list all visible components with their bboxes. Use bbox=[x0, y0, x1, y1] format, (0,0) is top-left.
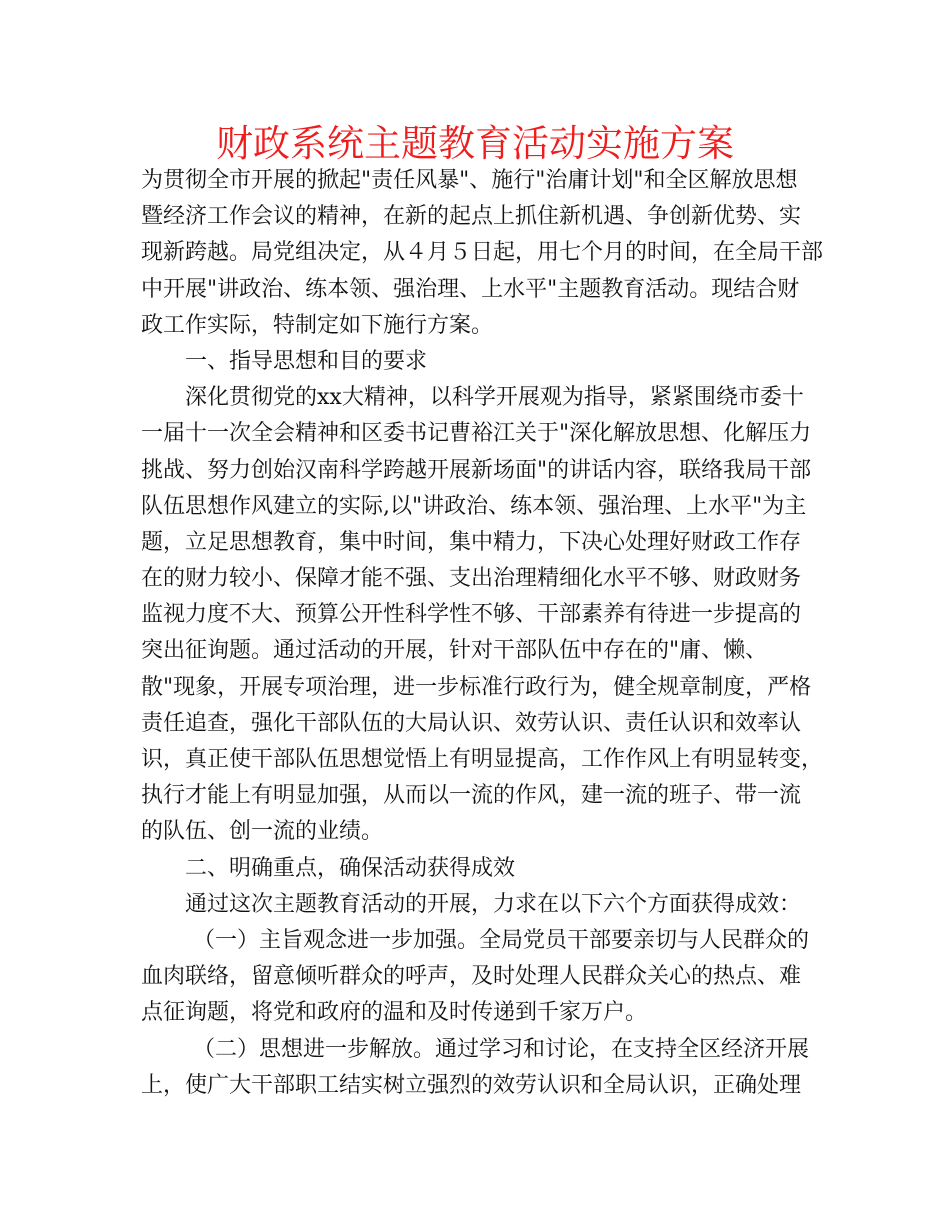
paragraph-line: 责任追查，强化干部队伍的大局认识、效劳认识、责任认识和效率认 bbox=[141, 710, 802, 736]
paragraph-line: 中开展"讲政治、练本领、强治理、上水平"主题教育活动。现结合财 bbox=[141, 276, 800, 302]
document-body bbox=[141, 163, 831, 1104]
paragraph-line: （二）思想进一步解放。通过学习和讨论，在支持全区经济开展 bbox=[193, 1036, 810, 1062]
paragraph-line: 点征询题，将党和政府的温和及时传递到千家万户。 bbox=[141, 1000, 648, 1026]
document-title: 财政系统主题教育活动实施方案 bbox=[216, 122, 734, 165]
paragraph-line: 一届十一次全会精神和区委书记曹裕江关于"深化解放思想、化解压力 bbox=[141, 421, 812, 447]
paragraph-line: 突出征询题。通过活动的开展，针对干部队伍中存在的"庸、懒、 bbox=[141, 638, 768, 664]
paragraph-line: 挑战、努力创始汉南科学跨越开展新场面"的讲话内容，联络我局干部 bbox=[141, 457, 812, 483]
paragraph-line: 散"现象，开展专项治理，进一步标准行政行为，健全规章制度，严格 bbox=[141, 674, 812, 700]
paragraph-line: 的队伍、创一流的业绩。 bbox=[141, 819, 384, 845]
paragraph-line: 现新跨越。局党组决定，从４月５日起，用七个月的时间，在全局干部 bbox=[141, 240, 824, 266]
paragraph-line: 队伍思想作风建立的实际,以"讲政治、练本领、强治理、上水平"为主 bbox=[141, 493, 807, 519]
paragraph-line: 血肉联络，留意倾听群众的呼声，及时处理人民群众关心的热点、难 bbox=[141, 964, 802, 990]
paragraph-line: 在的财力较小、保障才能不强、支出治理精细化水平不够、财政财务 bbox=[141, 566, 802, 592]
paragraph-line: 上，使广大干部职工结实树立强烈的效劳认识和全局认识，正确处理 bbox=[141, 1072, 802, 1098]
paragraph-line: 执行才能上有明显加强，从而以一流的作风，建一流的班子、带一流 bbox=[141, 783, 802, 809]
paragraph-line: （一）主旨观念进一步加强。全局党员干部要亲切与人民群众的 bbox=[193, 927, 810, 953]
paragraph-line: 暨经济工作会议的精神，在新的起点上抓住新机遇、争创新优势、实 bbox=[141, 204, 802, 230]
paragraph-line: 为贯彻全市开展的掀起"责任风暴"、施行"治庸计划"和全区解放思想 bbox=[141, 168, 798, 193]
paragraph-line: 监视力度不大、预算公开性科学性不够、干部素养有待进一步提高的 bbox=[141, 602, 802, 628]
paragraph-line: 识，真正使干部队伍思想觉悟上有明显提高，工作作风上有明显转变， bbox=[141, 747, 824, 772]
section-heading: 一、指导思想和目的要求 bbox=[185, 348, 428, 374]
paragraph-line: 通过这次主题教育活动的开展，力求在以下六个方面获得成效： bbox=[185, 891, 802, 917]
paragraph-line: 题，立足思想教育，集中时间，集中精力，下决心处理好财政工作存 bbox=[141, 529, 802, 555]
paragraph-line: 政工作实际，特制定如下施行方案。 bbox=[141, 312, 494, 338]
section-heading: 二、明确重点，确保活动获得成效 bbox=[185, 855, 516, 881]
paragraph-line: 深化贯彻党的xx大精神，以科学开展观为指导，紧紧围绕市委十 bbox=[185, 385, 804, 411]
